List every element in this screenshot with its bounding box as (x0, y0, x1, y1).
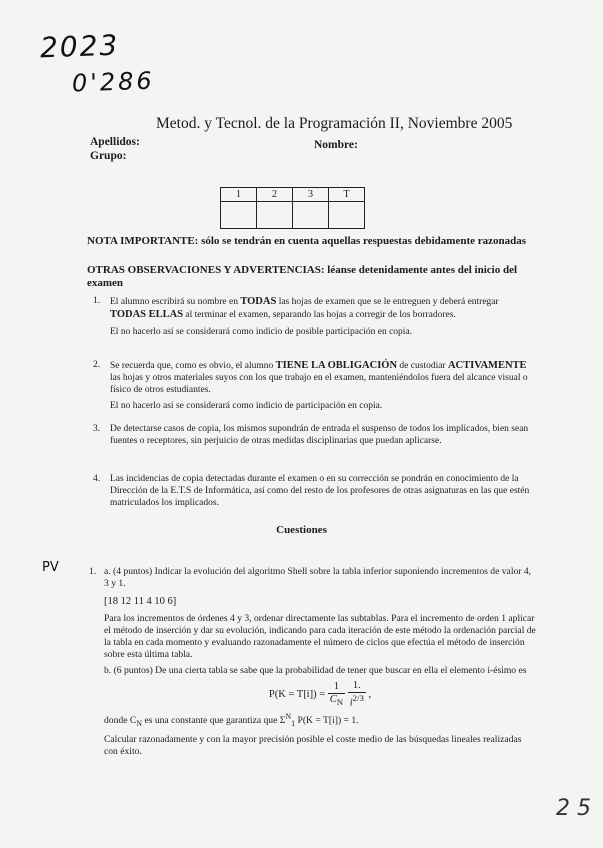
rule-text: de custodiar (399, 361, 446, 371)
formula-index: i (349, 697, 353, 709)
question-number: 1. (89, 566, 97, 577)
score-header-total: T (329, 188, 365, 202)
input-sequence: [18 12 11 4 10 6] (104, 595, 177, 607)
formula-numerator: 1 (328, 681, 345, 694)
otras-observaciones: OTRAS OBSERVACIONES Y ADVERTENCIAS: léanse detenidamente antes del inicio del examen (87, 264, 518, 289)
rule-text: Se recuerda que, como es obvio, el alumno (110, 361, 274, 371)
where-text: donde C (104, 715, 137, 727)
rule-item (93, 474, 530, 509)
rule-number: 2. (93, 360, 101, 370)
handwritten-code: 0'286 (71, 66, 156, 98)
rule-emphasis: ACTIVAMENTE (447, 360, 527, 371)
rule-text: De detectarse casos de copia, los mismos supondrán de entrada el suspenso de todos los implicados, bien sean fuentes o receptores, sin perjuicio de otras medidas disciplinarias que puedan aplicarse. (110, 424, 529, 446)
score-header-2: 2 (257, 188, 293, 202)
question-part-a-detail: Para los incrementos de órdenes 4 y 3, ordenar directamente las subtablas. Para el incremento de orden 1 aplicar el método de inserción y dar su evolución, indicando para cada iteración de este método la ordenación parcial de la tabla en cada momento y evaluando razonadamente el número de ciclos que efectúa el método de inserción sobre esta última tabla. (104, 613, 536, 660)
score-header-1: 1 (221, 188, 257, 202)
where-text: es una constante que garantiza que Σ (144, 715, 286, 727)
formula-numerator-2: 1. (348, 680, 366, 693)
handwritten-corner-mark: 2 5 (556, 796, 591, 821)
score-table (220, 187, 365, 229)
formula-fraction-2 (348, 680, 366, 709)
score-box-total (329, 202, 365, 229)
rule-consequence: El no hacerlo así se considerará como indicio de posible participación en copia. (110, 326, 413, 337)
apellidos-label: Apellidos: (90, 136, 140, 148)
rule-number: 1. (93, 296, 101, 306)
formula-end: , (368, 689, 372, 701)
rule-emphasis: TODAS ELLAS (110, 308, 184, 320)
rule-item (93, 424, 530, 448)
cuestiones-heading: Cuestiones (276, 524, 327, 536)
rule-text: las hojas de examen que se le entreguen y deberá entregar (278, 297, 499, 307)
score-header-3: 3 (293, 188, 329, 202)
formula-lhs: P(K = T[i]) = (268, 689, 326, 701)
sum-upper: N (285, 712, 292, 722)
nombre-label: Nombre: (314, 139, 358, 151)
rule-text: al terminar el examen, separando las hojas a corregir de los borradores. (185, 309, 456, 320)
rule-item (93, 296, 530, 338)
exam-title: Metod. y Tecnol. de la Programación II, Noviembre 2005 (156, 115, 513, 132)
question-part-b-where (104, 711, 536, 730)
rule-text: Las incidencias de copia detectadas durante el examen o en su corrección se pondrán en conocimiento de la Dirección de la E.T.S de Informática, así como del resto de los profesores de otras asignaturas en las que estén matriculados los implicados. (110, 474, 530, 508)
formula-denominator (328, 694, 345, 709)
formula-constant: C (329, 693, 337, 705)
question-1 (89, 566, 536, 758)
rule-emphasis: TODAS (240, 296, 277, 307)
rule-number: 3. (93, 424, 101, 434)
where-sub: N (136, 719, 143, 729)
rule-emphasis: TIENE LA OBLIGACIÓN (275, 360, 398, 371)
grupo-label: Grupo: (90, 150, 127, 162)
rule-number: 4. (93, 474, 101, 484)
handwritten-margin-mark: PV (42, 560, 59, 575)
formula-constant-sub: N (336, 696, 344, 707)
formula-exponent: 2/3 (352, 693, 364, 704)
question-part-b: b. (6 puntos) De una cierta tabla se sabe que la probabilidad de tener que buscar en ella el elemento i-ésimo es (104, 664, 527, 676)
formula-fraction (328, 681, 345, 709)
question-part-a: a. (4 puntos) Indicar la evolución del algoritmo Shell sobre la tabla inferior suponiendo incrementos de valor 4, 3 y 1. (104, 566, 532, 589)
rule-text: las hojas y otros materiales suyos con los que trabajo en el examen, manteniéndolos fuera del alcance visual o físico de otros estudiantes. (110, 372, 528, 395)
handwritten-year: 2023 (39, 28, 120, 65)
score-box-3 (293, 202, 329, 229)
question-part-b-task: Calcular razonadamente y con la mayor precisión posible el coste medio de las búsquedas lineales realizadas con éxito. (104, 734, 522, 758)
score-box-1 (221, 202, 257, 229)
probability-formula (104, 680, 536, 709)
sum-lower: 1 (291, 719, 296, 729)
rule-text: El alumno escribirá su nombre en (110, 297, 238, 307)
score-box-2 (257, 202, 293, 229)
rule-item (93, 360, 530, 413)
formula-denominator-2 (348, 693, 366, 709)
rule-consequence: El no hacerlo así se considerará como indicio de participación en copia. (110, 401, 383, 412)
nota-importante: NOTA IMPORTANTE: sólo se tendrán en cuenta aquellas respuestas debidamente razonadas (87, 235, 527, 247)
where-text: P(K = T[i]) = 1. (297, 715, 359, 727)
